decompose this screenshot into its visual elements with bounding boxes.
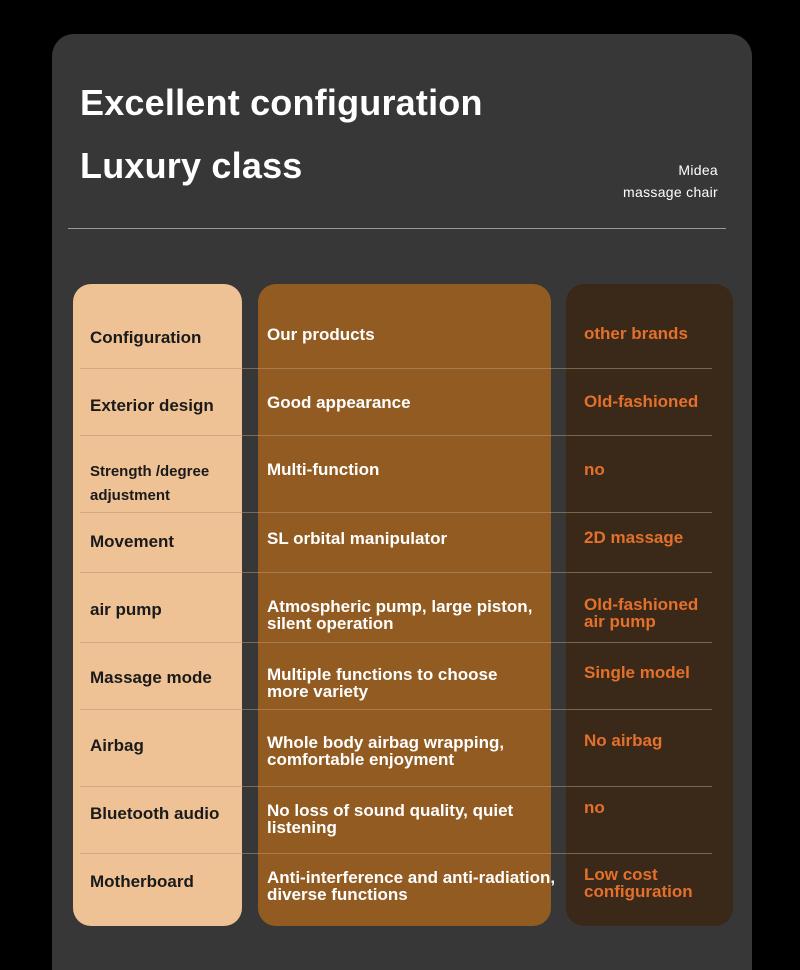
our-product-cell: Multiple functions to choose more variety xyxy=(267,665,498,701)
config-cell: Exterior design xyxy=(90,396,214,415)
our-product-cell: Whole body airbag wrapping, comfortable enjoyment xyxy=(267,733,505,769)
row-divider xyxy=(80,572,712,573)
row-divider xyxy=(80,435,712,436)
heading-line-2: Luxury class xyxy=(80,145,303,186)
other-brand-cell: other brands xyxy=(584,324,688,343)
our-product-cell: Good appearance xyxy=(267,393,411,412)
config-cell: Strength /degree adjustment xyxy=(90,463,210,504)
our-product-cell: Our products xyxy=(267,325,375,344)
our-product-cell: No loss of sound quality, quiet listening xyxy=(267,801,514,837)
other-brand-cell: Old-fashioned xyxy=(584,392,699,411)
row-divider xyxy=(80,709,712,710)
config-cell: air pump xyxy=(90,600,162,619)
brand-name: Midea xyxy=(678,162,718,178)
config-cell: Configuration xyxy=(90,328,202,347)
our-product-cell: Multi-function xyxy=(267,460,380,479)
our-product-cell: Atmospheric pump, large piston, silent operation xyxy=(267,597,533,633)
row-divider xyxy=(80,786,712,787)
row-divider xyxy=(80,368,712,369)
other-brand-cell: Single model xyxy=(584,663,690,682)
other-brand-cell: 2D massage xyxy=(584,528,684,547)
other-brand-cell: Low cost configuration xyxy=(584,865,693,901)
other-brand-cell: no xyxy=(584,798,605,817)
other-brand-cell: No airbag xyxy=(584,731,663,750)
row-divider xyxy=(80,853,712,854)
config-cell: Bluetooth audio xyxy=(90,804,220,823)
our-product-cell: SL orbital manipulator xyxy=(267,529,448,548)
config-cell: Movement xyxy=(90,532,175,551)
config-cell: Airbag xyxy=(90,736,144,755)
config-cell: Motherboard xyxy=(90,872,194,891)
other-brand-cell: no xyxy=(584,460,605,479)
config-cell: Massage mode xyxy=(90,668,212,687)
brand-product: massage chair xyxy=(623,184,718,200)
row-divider xyxy=(80,642,712,643)
our-product-cell: Anti-interference and anti-radiation, diverse functions xyxy=(267,868,556,904)
heading-line-1: Excellent configuration xyxy=(80,82,483,123)
header-divider xyxy=(68,228,726,229)
row-divider xyxy=(80,512,712,513)
other-brand-cell: Old-fashioned air pump xyxy=(584,595,699,631)
